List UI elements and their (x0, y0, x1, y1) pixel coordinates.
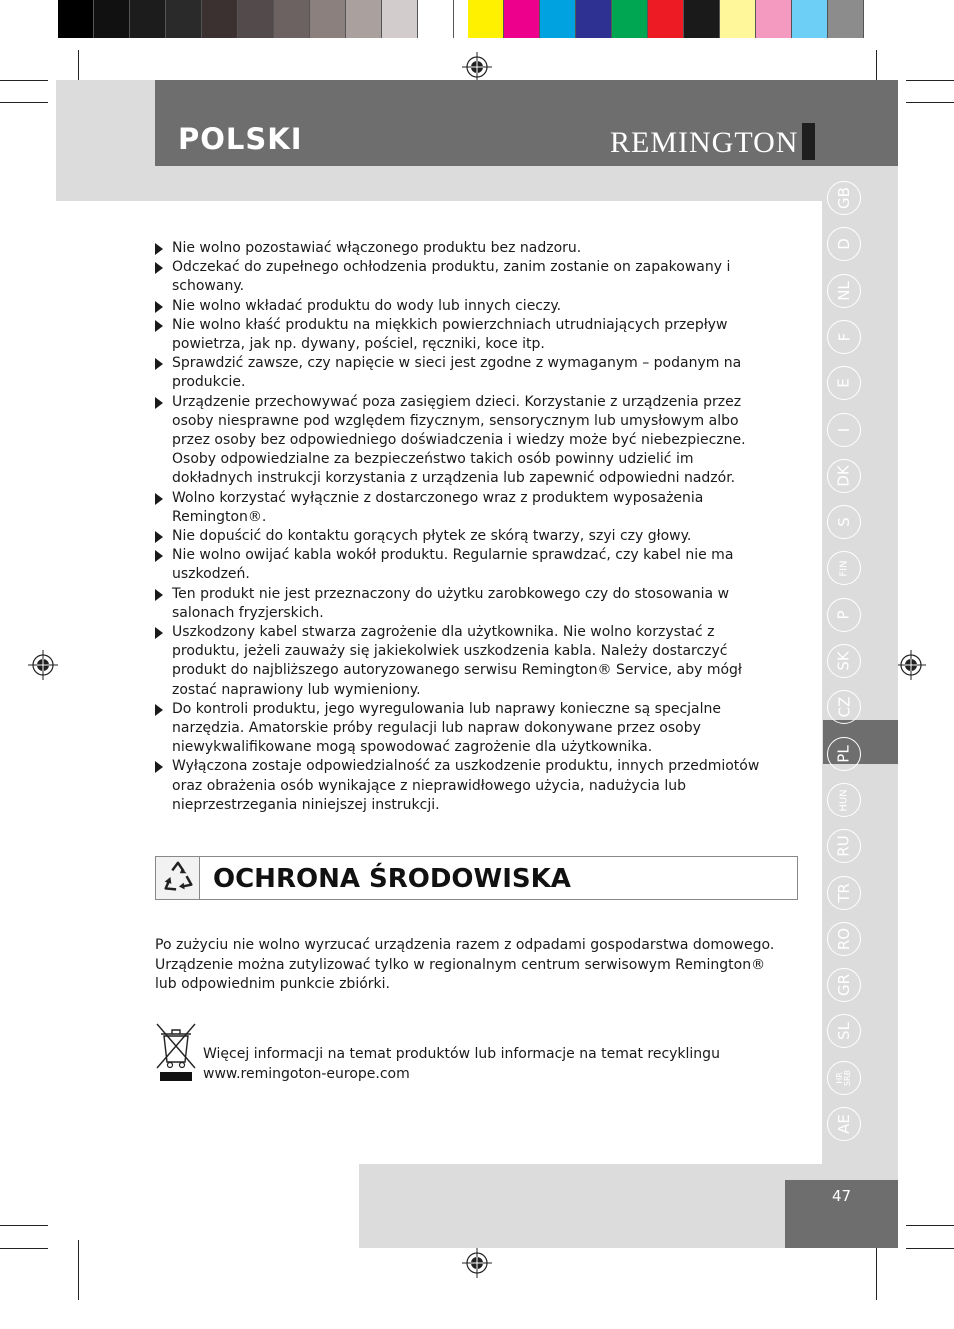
list-item (155, 546, 775, 584)
list-item-text: Uszkodzony kabel stwarza zagrożenie dla użytkownika. Nie wolno korzystać z produktu, jeżeli zauważy się jakiekolwiek uszkodzenia kabla. Należy dostarczyć produkt do najbliższego autoryzowanego serwisu Remington® Service, aby mógł zostać naprawiony lub wymieniony. (172, 624, 742, 698)
list-item (155, 393, 775, 489)
section-title: OCHRONA ŚRODOWISKA (213, 864, 571, 894)
color-swatch (756, 0, 792, 38)
bullet-arrow-icon (155, 704, 163, 716)
crop-mark (876, 1240, 877, 1300)
language-tab-gr[interactable] (827, 968, 861, 1002)
crop-mark (906, 102, 954, 103)
list-item-text: Sprawdzić zawsze, czy napięcie w sieci jest zgodne z wymaganym – podanym na produkcie. (172, 355, 742, 391)
environment-text: Po zużyciu nie wolno wyrzucać urządzenia razem z odpadami gospodarstwa domowego. Urządzenie można zutylizować tylko w regionalnym centrum serwisowym Remington® lub odpowiednim punkcie zbiórki. (155, 937, 775, 992)
color-swatch (58, 0, 94, 38)
color-swatch (504, 0, 540, 38)
color-swatch (346, 0, 382, 38)
language-tab-label: RO (834, 927, 853, 951)
bullet-arrow-icon (155, 761, 163, 773)
language-tab-label: S (835, 517, 853, 527)
list-item (155, 757, 775, 815)
bullet-arrow-icon (155, 397, 163, 409)
color-swatch (454, 0, 468, 38)
recycling-info-line: Więcej informacji na temat produktów lub informacje na temat recyklingu (203, 1046, 720, 1062)
language-tab-gb[interactable] (827, 181, 861, 215)
color-swatch (202, 0, 238, 38)
recycling-info (203, 1045, 720, 1084)
list-item (155, 297, 775, 316)
bullet-arrow-icon (155, 301, 163, 313)
language-tab-f[interactable] (827, 320, 861, 354)
language-tab-label: SK (834, 651, 853, 671)
language-tab-p[interactable] (827, 598, 861, 632)
list-item (155, 700, 775, 758)
language-tab-tr[interactable] (827, 876, 861, 910)
language-tab-ae[interactable] (827, 1107, 861, 1141)
bullet-arrow-icon (155, 550, 163, 562)
list-item-text: Odczekać do zupełnego ochłodzenia produktu, zanim zostanie on zapakowany i schowany. (172, 259, 731, 295)
language-tab-label: E (834, 378, 853, 388)
language-tab-ro[interactable] (827, 922, 861, 956)
color-swatch (828, 0, 864, 38)
language-tab-hun[interactable] (827, 783, 861, 817)
language-tab-label: HR SRB (835, 1069, 852, 1087)
list-item (155, 585, 775, 623)
language-tab-cz[interactable] (827, 690, 861, 724)
list-item-text: Ten produkt nie jest przeznaczony do użytku zarobkowego czy do stosowania w salonach fryzjerskich. (172, 585, 730, 621)
page-number-box (785, 1180, 898, 1248)
bullet-arrow-icon (155, 493, 163, 505)
language-tab-label: HUN (838, 788, 850, 812)
color-swatch (612, 0, 648, 38)
color-swatch (468, 0, 504, 38)
list-item (155, 623, 775, 700)
bullet-arrow-icon (155, 320, 163, 332)
list-item-text: Nie wolno kłaść produktu na miękkich powierzchniach utrudniających przepływ powietrza, jak np. dywany, pościel, ręczniki, koce itp. (172, 316, 728, 353)
language-tab-label: RU (835, 835, 853, 857)
list-item (155, 316, 775, 354)
language-tab-e[interactable] (827, 366, 861, 400)
language-tab-label: F (834, 332, 853, 342)
list-item (155, 527, 775, 546)
list-item-text: Nie wolno wkładać produktu do wody lub innych cieczy. (172, 297, 562, 314)
section-heading (155, 856, 798, 900)
language-tab-label: NL (834, 281, 853, 301)
color-swatch (576, 0, 612, 38)
color-calibration-bar (58, 0, 864, 38)
list-item (155, 354, 775, 392)
language-tab-label: P (834, 610, 853, 620)
language-tab-s[interactable] (827, 505, 861, 539)
recycle-icon (159, 859, 197, 897)
crop-mark (0, 80, 48, 81)
safety-instructions-list (155, 239, 775, 815)
color-swatch (94, 0, 130, 38)
language-tab-hr-srb[interactable] (827, 1061, 861, 1095)
bullet-arrow-icon (155, 627, 163, 639)
color-swatch (382, 0, 418, 38)
color-swatch (792, 0, 828, 38)
registration-mark-icon (462, 1248, 492, 1278)
list-item-text: Nie dopuścić do kontaktu gorących płytek ze skórą twarzy, szyi czy głowy. (172, 528, 692, 545)
page-number: 47 (831, 1187, 852, 1205)
language-tab-label: GB (834, 187, 853, 209)
color-swatch (274, 0, 310, 38)
brand-logo: REMINGTON (610, 126, 799, 159)
color-swatch (166, 0, 202, 38)
color-swatch (418, 0, 454, 38)
language-tab-dk[interactable] (827, 459, 861, 493)
list-item-text: Wyłączona zostaje odpowiedzialność za uszkodzenie produktu, innych przedmiotów oraz obrażenia osób wynikające z nieprawidłowego użycia, nadużycia lub nieprzestrzegania niniejszej instrukcji. (172, 758, 760, 813)
language-tab-label: DK (834, 465, 853, 487)
recycling-website-link[interactable]: www.remingoton-europe.com (203, 1065, 410, 1082)
list-item-text: Do kontroli produktu, jego wyregulowania lub naprawy konieczne są specjalne narzędzia. Amatorskie próby regulacji lub napraw dokonywane przez osoby niewykwalifikowane mogą spowodować zagrożenie dla użytkownika. (172, 700, 721, 756)
crop-mark (78, 1240, 79, 1300)
list-item (155, 489, 775, 527)
recycle-icon-cell (156, 857, 200, 899)
language-tab-pl[interactable] (827, 737, 861, 771)
language-tab-sk[interactable] (827, 644, 861, 678)
color-swatch (238, 0, 274, 38)
language-tab-ru[interactable] (827, 829, 861, 863)
color-swatch (130, 0, 166, 38)
brand-logo-bar (802, 123, 815, 160)
language-tab-label: TR (835, 883, 853, 903)
language-tab-i[interactable] (827, 413, 861, 447)
color-swatch (684, 0, 720, 38)
language-tab-label: SL (834, 1022, 853, 1040)
color-swatch (310, 0, 346, 38)
language-tab-fin[interactable] (827, 551, 861, 585)
registration-mark-icon (896, 650, 926, 680)
crop-mark (0, 1248, 48, 1249)
bullet-arrow-icon (155, 243, 163, 255)
crossed-bin-icon (155, 1022, 197, 1084)
language-tab-sl[interactable] (827, 1014, 861, 1048)
crop-mark (906, 80, 954, 81)
language-tab-label: PL (835, 745, 853, 763)
page-title: POLSKI (178, 122, 303, 156)
language-tab-label: D (835, 238, 853, 250)
language-tab-label: AE (835, 1114, 853, 1134)
crop-mark (906, 1225, 954, 1226)
list-item-text: Wolno korzystać wyłącznie z dostarczonego wraz z produktem wyposażenia Remington®. (172, 489, 704, 525)
color-swatch (540, 0, 576, 38)
list-item (155, 239, 775, 258)
list-item-text: Nie wolno pozostawiać włączonego produktu bez nadzoru. (172, 240, 582, 256)
color-swatch (648, 0, 684, 38)
registration-mark-icon (28, 650, 58, 680)
list-item (155, 258, 775, 296)
list-item-text: Nie wolno owijać kabla wokół produktu. Regularnie sprawdzać, czy kabel nie ma uszkodzeń. (172, 547, 734, 583)
language-tab-nl[interactable] (827, 274, 861, 308)
bullet-arrow-icon (155, 589, 163, 601)
crop-mark (0, 1225, 48, 1226)
language-tab-d[interactable] (827, 227, 861, 261)
language-tab-label: I (835, 427, 853, 433)
color-swatch (720, 0, 756, 38)
language-tab-label: FIN (838, 559, 850, 577)
list-item-text: Urządzenie przechowywać poza zasięgiem dzieci. Korzystanie z urządzenia przez osoby niesprawne pod względem fizycznym, sensorycznym lub umysłowym albo przez osoby bez odpowiedniego doświadczenia i wiedzy może być niebezpieczne. Osoby odpowiedzialne za bezpieczeństwo takich osób powinny udzielić im dokładnych instrukcji korzystania z urządzenia lub zapewnić odpowiedni nadzór. (172, 393, 746, 487)
bullet-arrow-icon (155, 358, 163, 370)
bullet-arrow-icon (155, 262, 163, 274)
bullet-arrow-icon (155, 531, 163, 543)
crop-mark (906, 1248, 954, 1249)
language-tab-label: CZ (835, 696, 853, 718)
crop-mark (0, 102, 48, 103)
registration-mark-icon (462, 52, 492, 82)
language-tab-label: GR (834, 973, 853, 997)
